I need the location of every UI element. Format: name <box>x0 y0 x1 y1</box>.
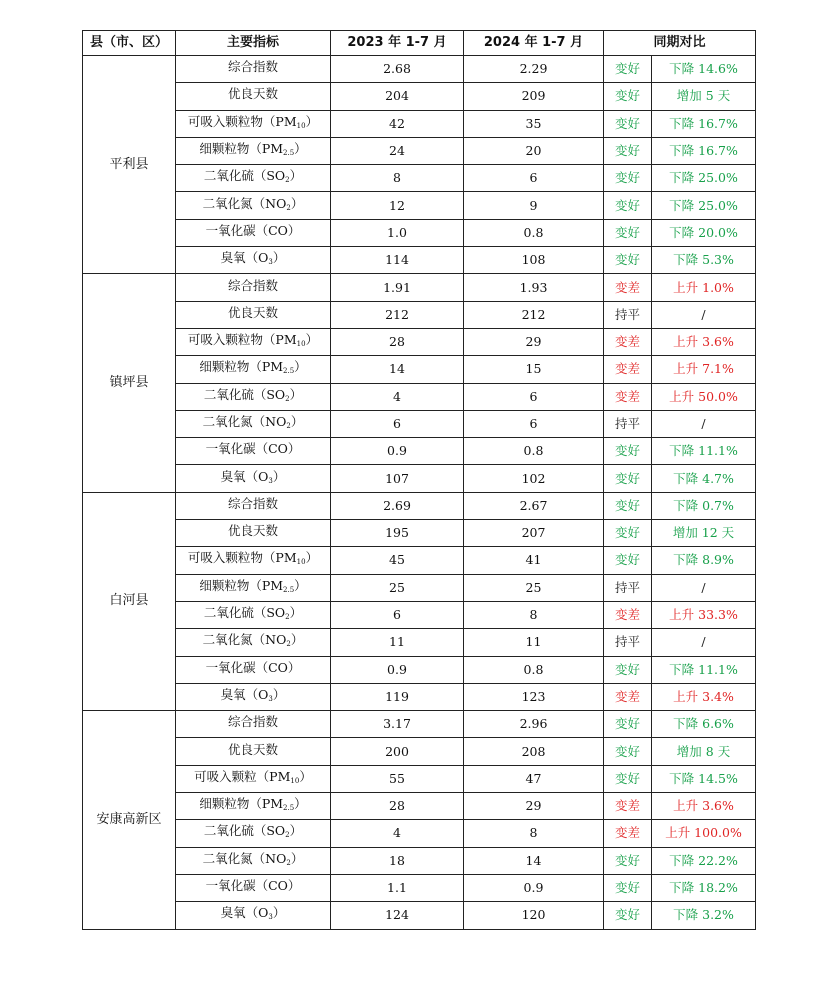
table-row <box>83 465 756 492</box>
indicator-subscript: 2 <box>286 203 291 212</box>
header-county: 县（市、区） <box>83 31 176 56</box>
indicator-label: 二氧化氮（NO <box>202 414 287 429</box>
value-2023: 4 <box>331 820 464 847</box>
value-2023: 4 <box>331 383 464 410</box>
indicator-label: 二氧化氮（NO <box>202 195 287 211</box>
indicator-label: 二氧化氮（NO <box>202 850 287 866</box>
value-2023: 114 <box>331 247 464 274</box>
indicator-subscript: 2 <box>285 613 290 622</box>
indicator-subscript: 2 <box>285 394 290 403</box>
change-value: 下降 8.9% <box>652 547 756 574</box>
change-value: 增加 5 天 <box>652 83 756 110</box>
header-2024: 2024 年 1-7 月 <box>464 31 604 56</box>
indicator-label: 可吸入颗粒物（PM <box>187 332 297 348</box>
indicator-name <box>176 165 331 192</box>
value-2024: 6 <box>464 165 604 192</box>
value-2024: 212 <box>464 301 604 328</box>
value-2023: 8 <box>331 165 464 192</box>
table-row <box>83 410 756 437</box>
indicator-subscript: 10 <box>290 776 300 785</box>
value-2024: 15 <box>464 356 604 383</box>
indicator-label: 综合指数 <box>227 714 278 730</box>
indicator-suffix: ） <box>272 905 286 921</box>
change-value: 上升 33.3% <box>652 601 756 628</box>
indicator-suffix: ） <box>294 796 307 812</box>
value-2024: 9 <box>464 192 604 219</box>
change-value: 下降 20.0% <box>652 219 756 246</box>
change-value: / <box>652 629 756 656</box>
value-2023: 200 <box>331 738 464 765</box>
value-2023: 204 <box>331 83 464 110</box>
value-2023: 6 <box>331 601 464 628</box>
indicator-name <box>176 902 331 929</box>
county-name: 安康高新区 <box>83 711 176 929</box>
value-2024: 120 <box>464 902 604 929</box>
value-2023: 28 <box>331 793 464 820</box>
table-row <box>83 110 756 137</box>
indicator-name <box>176 438 331 465</box>
status-label: 变好 <box>604 656 652 683</box>
indicator-subscript: 3 <box>268 258 273 267</box>
indicator-label: 优良天数 <box>227 304 278 320</box>
value-2023: 107 <box>331 465 464 492</box>
indicator-label: 综合指数 <box>227 277 278 293</box>
value-2024: 207 <box>464 520 604 547</box>
table-row <box>83 520 756 547</box>
value-2023: 18 <box>331 847 464 874</box>
status-label: 变差 <box>604 793 652 820</box>
table-row <box>83 847 756 874</box>
indicator-label: 一氧化碳（CO） <box>205 222 301 238</box>
status-label: 变差 <box>604 328 652 355</box>
indicator-subscript: 10 <box>296 340 306 349</box>
indicator-suffix: ） <box>289 168 303 184</box>
change-value: 下降 11.1% <box>652 438 756 465</box>
indicator-suffix: ） <box>290 632 304 648</box>
status-label: 变好 <box>604 438 652 465</box>
status-label: 变好 <box>604 765 652 792</box>
indicator-name <box>176 874 331 901</box>
status-label: 变差 <box>604 383 652 410</box>
value-2023: 1.1 <box>331 874 464 901</box>
value-2024: 41 <box>464 547 604 574</box>
change-value: 上升 3.4% <box>652 683 756 710</box>
value-2023: 45 <box>331 547 464 574</box>
change-value: 上升 100.0% <box>652 820 756 847</box>
value-2023: 12 <box>331 192 464 219</box>
indicator-name <box>176 356 331 383</box>
status-label: 变好 <box>604 520 652 547</box>
indicator-subscript: 3 <box>268 694 273 703</box>
indicator-label: 优良天数 <box>227 523 278 539</box>
table-row <box>83 711 756 738</box>
change-value: 上升 3.6% <box>652 328 756 355</box>
indicator-subscript: 2 <box>285 176 290 185</box>
value-2023: 124 <box>331 902 464 929</box>
indicator-name <box>176 328 331 355</box>
indicator-name <box>176 520 331 547</box>
table-row <box>83 547 756 574</box>
value-2023: 0.9 <box>331 438 464 465</box>
change-value: 下降 14.5% <box>652 765 756 792</box>
indicator-name <box>176 629 331 656</box>
change-value: 下降 11.1% <box>652 656 756 683</box>
table-row <box>83 738 756 765</box>
status-label: 变好 <box>604 192 652 219</box>
value-2024: 35 <box>464 110 604 137</box>
indicator-name <box>176 820 331 847</box>
change-value: 上升 50.0% <box>652 383 756 410</box>
indicator-label: 臭氧（O <box>220 468 269 484</box>
table-row <box>83 629 756 656</box>
change-value: / <box>652 410 756 437</box>
change-value: 增加 12 天 <box>652 520 756 547</box>
indicator-name <box>176 465 331 492</box>
table-row <box>83 192 756 219</box>
header-2023: 2023 年 1-7 月 <box>331 31 464 56</box>
value-2024: 0.8 <box>464 219 604 246</box>
indicator-name <box>176 301 331 328</box>
indicator-label: 二氧化硫（SO <box>203 386 286 402</box>
status-label: 变好 <box>604 711 652 738</box>
value-2023: 24 <box>331 137 464 164</box>
table-row <box>83 601 756 628</box>
status-label: 持平 <box>604 301 652 328</box>
value-2024: 102 <box>464 465 604 492</box>
value-2024: 0.9 <box>464 874 604 901</box>
change-value: 下降 16.7% <box>652 137 756 164</box>
value-2024: 1.93 <box>464 274 604 301</box>
indicator-name <box>176 83 331 110</box>
indicator-label: 综合指数 <box>227 59 278 75</box>
value-2023: 1.91 <box>331 274 464 301</box>
value-2023: 0.9 <box>331 656 464 683</box>
indicator-subscript: 2 <box>286 422 291 430</box>
indicator-label: 细颗粒物（PM <box>199 359 284 375</box>
status-label: 变好 <box>604 83 652 110</box>
status-label: 变差 <box>604 601 652 628</box>
indicator-suffix: ） <box>305 550 319 566</box>
indicator-subscript: 2.5 <box>283 585 295 594</box>
value-2023: 2.68 <box>331 56 464 83</box>
indicator-name <box>176 738 331 765</box>
status-label: 变好 <box>604 547 652 574</box>
indicator-label: 可吸入颗粒（PM <box>194 768 291 784</box>
indicator-name <box>176 137 331 164</box>
indicator-name <box>176 110 331 137</box>
indicator-label: 优良天数 <box>227 741 278 757</box>
indicator-name <box>176 574 331 601</box>
value-2024: 2.67 <box>464 492 604 519</box>
indicator-label: 细颗粒物（PM <box>199 577 284 593</box>
status-label: 变好 <box>604 465 652 492</box>
change-value: 下降 5.3% <box>652 247 756 274</box>
table-row <box>83 820 756 847</box>
table-row <box>83 383 756 410</box>
change-value: 下降 14.6% <box>652 56 756 83</box>
change-value: / <box>652 574 756 601</box>
indicator-subscript: 2.5 <box>283 804 295 813</box>
value-2024: 123 <box>464 683 604 710</box>
table-row <box>83 683 756 710</box>
county-name: 镇坪县 <box>83 274 176 492</box>
table-row <box>83 219 756 246</box>
value-2023: 2.69 <box>331 492 464 519</box>
indicator-subscript: 2 <box>285 831 290 840</box>
indicator-suffix: ） <box>305 332 319 348</box>
indicator-subscript: 2 <box>286 858 291 867</box>
table-row <box>83 874 756 901</box>
value-2024: 47 <box>464 765 604 792</box>
indicator-name <box>176 547 331 574</box>
indicator-subscript: 10 <box>296 558 306 567</box>
value-2023: 11 <box>331 629 464 656</box>
change-value: / <box>652 301 756 328</box>
status-label: 变好 <box>604 847 652 874</box>
indicator-name <box>176 847 331 874</box>
table-body <box>83 56 756 930</box>
table-row <box>83 765 756 792</box>
status-label: 变好 <box>604 902 652 929</box>
county-name: 白河县 <box>83 492 176 710</box>
table-row <box>83 793 756 820</box>
indicator-name <box>176 274 331 301</box>
status-label: 变差 <box>604 683 652 710</box>
value-2024: 8 <box>464 820 604 847</box>
value-2024: 20 <box>464 137 604 164</box>
indicator-subscript: 2.5 <box>283 367 295 376</box>
table-row <box>83 165 756 192</box>
table-row <box>83 492 756 519</box>
indicator-subscript: 2 <box>286 640 291 649</box>
indicator-label: 可吸入颗粒物（PM <box>187 550 297 566</box>
change-value: 下降 3.2% <box>652 902 756 929</box>
indicator-name <box>176 656 331 683</box>
status-label: 变差 <box>604 274 652 301</box>
value-2024: 25 <box>464 574 604 601</box>
county-name: 平利县 <box>83 56 176 274</box>
indicator-label: 臭氧（O <box>220 686 269 702</box>
table-row <box>83 301 756 328</box>
indicator-name <box>176 711 331 738</box>
indicator-label: 一氧化碳（CO） <box>205 441 301 457</box>
value-2024: 108 <box>464 247 604 274</box>
table-row <box>83 83 756 110</box>
change-value: 上升 7.1% <box>652 356 756 383</box>
change-value: 下降 18.2% <box>652 874 756 901</box>
value-2023: 119 <box>331 683 464 710</box>
value-2024: 14 <box>464 847 604 874</box>
value-2023: 3.17 <box>331 711 464 738</box>
value-2024: 11 <box>464 629 604 656</box>
table-row <box>83 247 756 274</box>
change-value: 下降 22.2% <box>652 847 756 874</box>
status-label: 变好 <box>604 492 652 519</box>
indicator-suffix: ） <box>294 577 307 593</box>
value-2024: 2.96 <box>464 711 604 738</box>
value-2024: 0.8 <box>464 656 604 683</box>
indicator-suffix: ） <box>305 113 319 129</box>
indicator-subscript: 3 <box>268 913 273 922</box>
status-label: 变好 <box>604 738 652 765</box>
indicator-name <box>176 219 331 246</box>
indicator-suffix: ） <box>290 195 304 211</box>
table-row <box>83 56 756 83</box>
status-label: 变好 <box>604 56 652 83</box>
value-2023: 28 <box>331 328 464 355</box>
change-value: 下降 25.0% <box>652 192 756 219</box>
indicator-name <box>176 793 331 820</box>
indicator-subscript: 10 <box>296 121 306 130</box>
header-row <box>83 31 756 56</box>
indicator-name <box>176 383 331 410</box>
indicator-subscript: 2.5 <box>283 149 295 158</box>
value-2023: 14 <box>331 356 464 383</box>
status-label: 变好 <box>604 247 652 274</box>
status-label: 变差 <box>604 820 652 847</box>
status-label: 变好 <box>604 165 652 192</box>
value-2024: 2.29 <box>464 56 604 83</box>
value-2023: 212 <box>331 301 464 328</box>
indicator-name <box>176 247 331 274</box>
value-2023: 6 <box>331 410 464 437</box>
value-2024: 8 <box>464 601 604 628</box>
change-value: 下降 6.6% <box>652 711 756 738</box>
status-label: 变好 <box>604 219 652 246</box>
indicator-suffix: ） <box>290 414 304 429</box>
indicator-suffix: ） <box>294 141 307 157</box>
status-label: 持平 <box>604 629 652 656</box>
value-2024: 209 <box>464 83 604 110</box>
indicator-name <box>176 765 331 792</box>
value-2024: 0.8 <box>464 438 604 465</box>
table-row <box>83 356 756 383</box>
status-label: 持平 <box>604 574 652 601</box>
change-value: 下降 16.7% <box>652 110 756 137</box>
indicator-name <box>176 192 331 219</box>
indicator-label: 可吸入颗粒物（PM <box>187 113 297 129</box>
indicator-label: 细颗粒物（PM <box>199 141 284 157</box>
change-value: 下降 4.7% <box>652 465 756 492</box>
indicator-label: 细颗粒物（PM <box>199 796 284 812</box>
indicator-label: 二氧化硫（SO <box>203 823 286 839</box>
table-row <box>83 656 756 683</box>
indicator-name <box>176 601 331 628</box>
status-label: 变好 <box>604 137 652 164</box>
table-row <box>83 574 756 601</box>
value-2023: 1.0 <box>331 219 464 246</box>
indicator-label: 二氧化硫（SO <box>203 168 286 184</box>
table-row <box>83 438 756 465</box>
indicator-label: 二氧化硫（SO <box>203 605 286 621</box>
indicator-suffix: ） <box>289 823 303 839</box>
indicator-suffix: ） <box>299 768 312 784</box>
indicator-name <box>176 683 331 710</box>
header-comparison: 同期对比 <box>604 31 756 56</box>
indicator-label: 臭氧（O <box>220 250 269 266</box>
indicator-label: 综合指数 <box>227 495 278 511</box>
indicator-suffix: ） <box>290 850 304 866</box>
indicator-suffix: ） <box>294 359 307 375</box>
change-value: 上升 3.6% <box>652 793 756 820</box>
indicator-name <box>176 492 331 519</box>
indicator-label: 二氧化氮（NO <box>202 632 287 648</box>
change-value: 上升 1.0% <box>652 274 756 301</box>
table-row <box>83 328 756 355</box>
indicator-suffix: ） <box>289 386 303 402</box>
value-2024: 6 <box>464 410 604 437</box>
indicator-label: 优良天数 <box>227 86 278 102</box>
value-2023: 25 <box>331 574 464 601</box>
indicator-label: 一氧化碳（CO） <box>205 659 301 675</box>
value-2023: 195 <box>331 520 464 547</box>
indicator-suffix: ） <box>272 250 286 266</box>
indicator-suffix: ） <box>272 468 286 484</box>
value-2024: 208 <box>464 738 604 765</box>
air-quality-table <box>82 30 756 930</box>
status-label: 变好 <box>604 874 652 901</box>
indicator-label: 臭氧（O <box>220 905 269 921</box>
indicator-name <box>176 56 331 83</box>
value-2024: 29 <box>464 328 604 355</box>
table-row <box>83 902 756 929</box>
table-row <box>83 137 756 164</box>
value-2023: 55 <box>331 765 464 792</box>
header-indicator: 主要指标 <box>176 31 331 56</box>
change-value: 增加 8 天 <box>652 738 756 765</box>
table-row <box>83 274 756 301</box>
change-value: 下降 0.7% <box>652 492 756 519</box>
indicator-suffix: ） <box>272 686 286 702</box>
status-label: 持平 <box>604 410 652 437</box>
value-2024: 6 <box>464 383 604 410</box>
status-label: 变好 <box>604 110 652 137</box>
indicator-label: 一氧化碳（CO） <box>205 878 301 894</box>
indicator-suffix: ） <box>289 605 303 621</box>
indicator-name <box>176 410 331 437</box>
value-2024: 29 <box>464 793 604 820</box>
indicator-subscript: 3 <box>268 476 273 485</box>
change-value: 下降 25.0% <box>652 165 756 192</box>
value-2023: 42 <box>331 110 464 137</box>
status-label: 变差 <box>604 356 652 383</box>
